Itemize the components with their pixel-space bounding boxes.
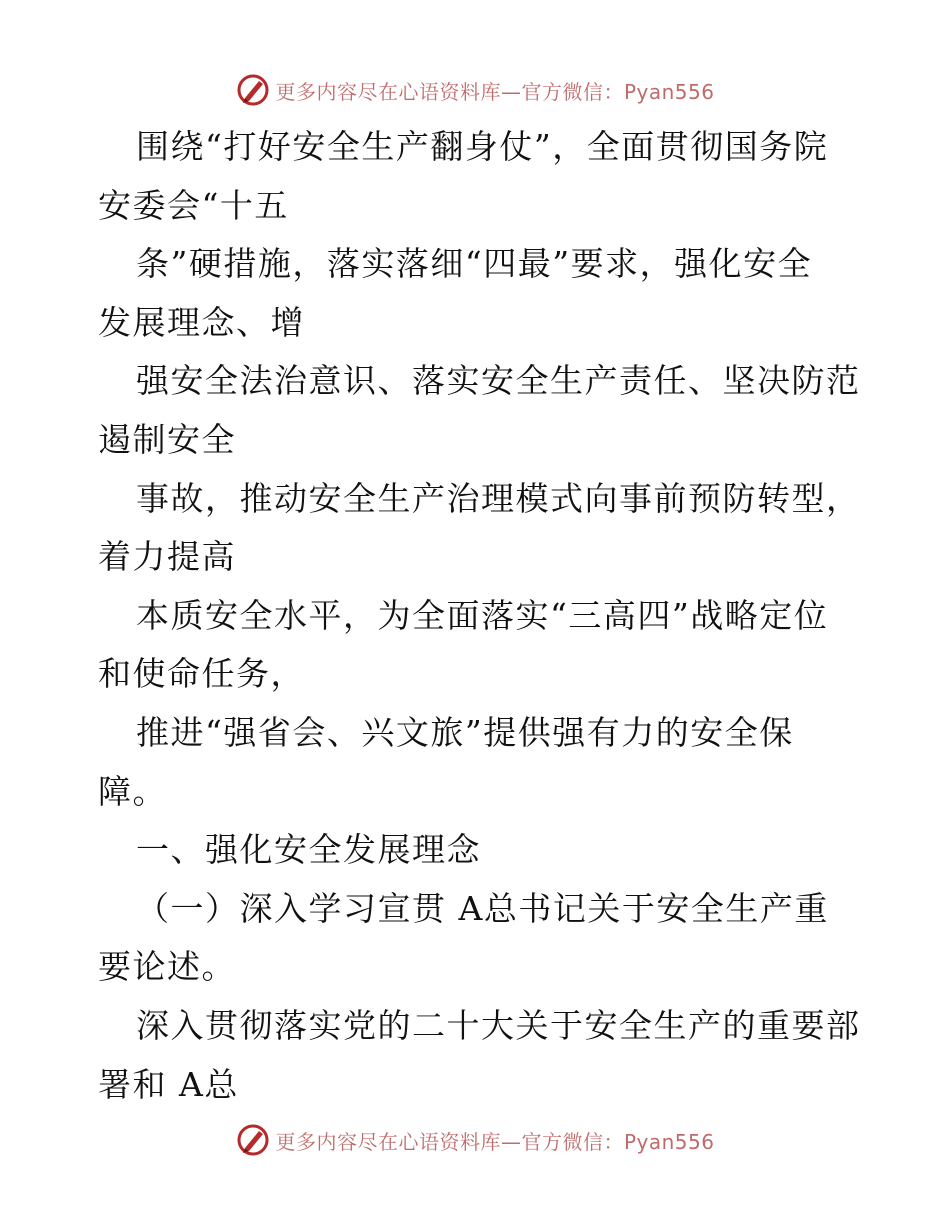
document-body [98, 118, 861, 1114]
paragraph-line: 深入贯彻落实党的二十大关于安全生产的重要部 [136, 1005, 861, 1045]
paragraph-line: 事故，推动安全生产治理模式向事前预防转型， [136, 478, 861, 518]
subsection-heading: （一）深入学习宣贯 A总书记关于安全生产重 [136, 888, 829, 928]
paragraph-line: 本质安全水平，为全面落实“三高四”战略定位 [136, 595, 829, 635]
pen-logo-icon [235, 72, 271, 108]
paragraph-line: 障。 [98, 771, 167, 811]
watermark-text: 更多内容尽在心语资料库—官方微信：Pyan556 [275, 79, 715, 104]
paragraph-line: 条”硬措施，落实落细“四最”要求，强化安全 [136, 244, 813, 284]
paragraph-line: 发展理念、增 [98, 302, 305, 342]
footer-watermark [0, 1120, 950, 1160]
paragraph-line: 遏制安全 [98, 419, 236, 459]
header-watermark [0, 70, 950, 110]
paragraph-line: 和使命任务， [98, 654, 305, 694]
pen-logo-icon [235, 1122, 271, 1158]
paragraph-line: 强安全法治意识、落实安全生产责任、坚决防范 [136, 361, 861, 401]
section-heading: 一、强化安全发展理念 [136, 830, 481, 870]
watermark-text: 更多内容尽在心语资料库—官方微信：Pyan556 [275, 1129, 715, 1154]
paragraph-line: 着力提高 [98, 537, 236, 577]
paragraph-line: 推进“强省会、兴文旅”提供强有力的安全保 [136, 712, 794, 752]
paragraph-line: 署和 A总 [98, 1064, 239, 1104]
paragraph-line: 围绕“打好安全生产翻身仗”，全面贯彻国务院 [136, 127, 829, 166]
paragraph-line: 安委会“十五 [98, 185, 289, 225]
paragraph-line: 要论述。 [98, 947, 236, 987]
